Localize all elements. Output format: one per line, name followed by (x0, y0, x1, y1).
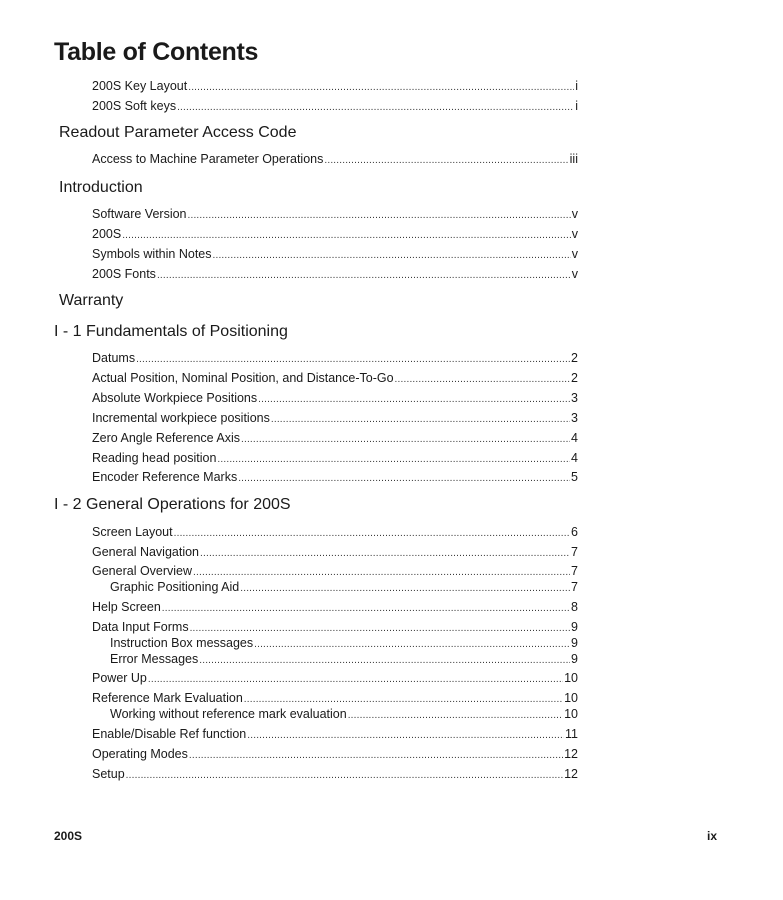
leader-dots (148, 670, 563, 688)
leader-dots (271, 410, 570, 428)
toc-entry-page: i (575, 99, 578, 113)
leader-dots (189, 746, 563, 764)
toc-entry-page: iii (569, 152, 578, 166)
toc-entry-page: 7 (571, 580, 578, 594)
toc-entry-label: Incremental workpiece positions (92, 411, 270, 425)
toc-entry-page: 9 (571, 652, 578, 666)
toc-entry-label: Absolute Workpiece Positions (92, 391, 258, 405)
leader-dots (241, 430, 570, 448)
toc-entry[interactable] (92, 151, 578, 169)
toc-entry[interactable] (92, 78, 578, 96)
leader-dots (238, 469, 570, 487)
toc-entry-label: Power Up (92, 671, 147, 685)
toc-entry-page: 2 (571, 371, 578, 385)
toc-entry-label: Access to Machine Parameter Operations (92, 152, 324, 166)
toc-subentry[interactable] (110, 651, 578, 669)
toc-subentry[interactable] (110, 579, 578, 597)
toc-entry-label: Working without reference mark evaluation (110, 707, 347, 721)
toc-entry[interactable] (92, 246, 578, 264)
toc-entry[interactable] (92, 544, 578, 562)
leader-dots (395, 370, 571, 388)
toc-entry-label: 200S Key Layout (92, 79, 188, 93)
toc-entry-page: 7 (571, 564, 578, 578)
leader-dots (188, 206, 571, 224)
toc-entry[interactable] (92, 350, 578, 368)
toc-entry-label: Symbols within Notes (92, 247, 212, 261)
toc-entry[interactable] (92, 726, 578, 744)
toc-entry-label: Reading head position (92, 451, 217, 465)
footer-page-number: ix (707, 829, 718, 843)
toc-entry[interactable] (92, 766, 578, 784)
toc-entry-label: Data Input Forms (92, 620, 189, 634)
toc-entry-label: 200S Soft keys (92, 99, 177, 113)
leader-dots (122, 226, 571, 244)
toc-entry[interactable] (92, 599, 578, 617)
toc-entry-label: Error Messages (110, 652, 199, 666)
toc-entry-page: 10 (564, 707, 578, 721)
toc-entry[interactable] (92, 266, 578, 284)
toc-entry-page: 7 (571, 545, 578, 559)
section-heading[interactable]: Warranty (59, 292, 124, 309)
leader-dots (324, 151, 568, 169)
toc-entry-label: Encoder Reference Marks (92, 470, 238, 484)
toc-entry[interactable] (92, 226, 578, 244)
toc-entry-page: 10 (564, 691, 578, 705)
toc-entry-page: v (571, 207, 578, 221)
leader-dots (247, 726, 564, 744)
toc-entry-page: 11 (565, 727, 578, 741)
leader-dots (177, 98, 574, 116)
leader-dots (213, 246, 571, 264)
leader-dots (217, 450, 570, 468)
toc-entry-label: Screen Layout (92, 525, 173, 539)
leader-dots (174, 524, 570, 542)
leader-dots (199, 651, 570, 669)
toc-entry-page: 8 (571, 600, 578, 614)
toc-entry[interactable] (92, 746, 578, 764)
toc-entry[interactable] (92, 390, 578, 408)
section-heading[interactable]: Readout Parameter Access Code (59, 124, 297, 141)
leader-dots (240, 579, 570, 597)
toc-entry-page: 9 (571, 636, 578, 650)
toc-entry-page: 2 (571, 351, 578, 365)
toc-entry-page: 5 (571, 470, 578, 484)
toc-entry-page: 4 (571, 431, 578, 445)
leader-dots (126, 766, 563, 784)
leader-dots (157, 266, 571, 284)
leader-dots (136, 350, 570, 368)
toc-entry-label: 200S Fonts (92, 267, 156, 281)
leader-dots (162, 599, 570, 617)
toc-entry[interactable] (92, 524, 578, 542)
toc-entry-label: Datums (92, 351, 136, 365)
section-heading[interactable]: Introduction (59, 179, 143, 196)
toc-entry-page: 10 (564, 671, 578, 685)
footer-product-name: 200S (54, 829, 83, 843)
toc-entry[interactable] (92, 450, 578, 468)
toc-entry[interactable] (92, 206, 578, 224)
toc-entry-page: i (575, 79, 578, 93)
toc-entry-page: v (571, 247, 578, 261)
toc-entry-label: Actual Position, Nominal Position, and Distance-To-Go (92, 371, 394, 385)
toc-entry-page: 4 (571, 451, 578, 465)
toc-entry-label: Enable/Disable Ref function (92, 727, 247, 741)
toc-entry[interactable] (92, 430, 578, 448)
toc-entry-label: Graphic Positioning Aid (110, 580, 240, 594)
toc-entry-page: 6 (571, 525, 578, 539)
toc-entry[interactable] (92, 370, 578, 388)
toc-entry[interactable] (92, 469, 578, 487)
toc-entry-label: Instruction Box messages (110, 636, 254, 650)
toc-entry-page: v (571, 227, 578, 241)
toc-entry-label: Setup (92, 767, 125, 781)
toc-entry[interactable] (92, 98, 578, 116)
leader-dots (200, 544, 570, 562)
toc-entry-label: Zero Angle Reference Axis (92, 431, 240, 445)
toc-entry-label: General Navigation (92, 545, 200, 559)
toc-entry-label: General Overview (92, 564, 193, 578)
toc-subentry[interactable] (110, 706, 578, 724)
section-heading[interactable]: I - 2 General Operations for 200S (54, 496, 291, 513)
toc-entry-page: 12 (564, 767, 578, 781)
toc-entry[interactable] (92, 670, 578, 688)
leader-dots (258, 390, 570, 408)
leader-dots (348, 706, 563, 724)
toc-entry-page: 12 (564, 747, 578, 761)
section-heading[interactable]: I - 1 Fundamentals of Positioning (54, 323, 288, 340)
leader-dots (188, 78, 574, 96)
toc-entry[interactable] (92, 410, 578, 428)
toc-entry-page: 9 (571, 620, 578, 634)
toc-entry-label: Help Screen (92, 600, 161, 614)
toc-entry-page: 3 (571, 391, 578, 405)
toc-entry-label: Operating Modes (92, 747, 188, 761)
toc-entry-label: Software Version (92, 207, 187, 221)
toc-entry-page: v (571, 267, 578, 281)
page-title: Table of Contents (54, 38, 259, 66)
toc-entry-label: Reference Mark Evaluation (92, 691, 243, 705)
toc-entry-page: 3 (571, 411, 578, 425)
toc-entry-label: 200S (92, 227, 122, 241)
